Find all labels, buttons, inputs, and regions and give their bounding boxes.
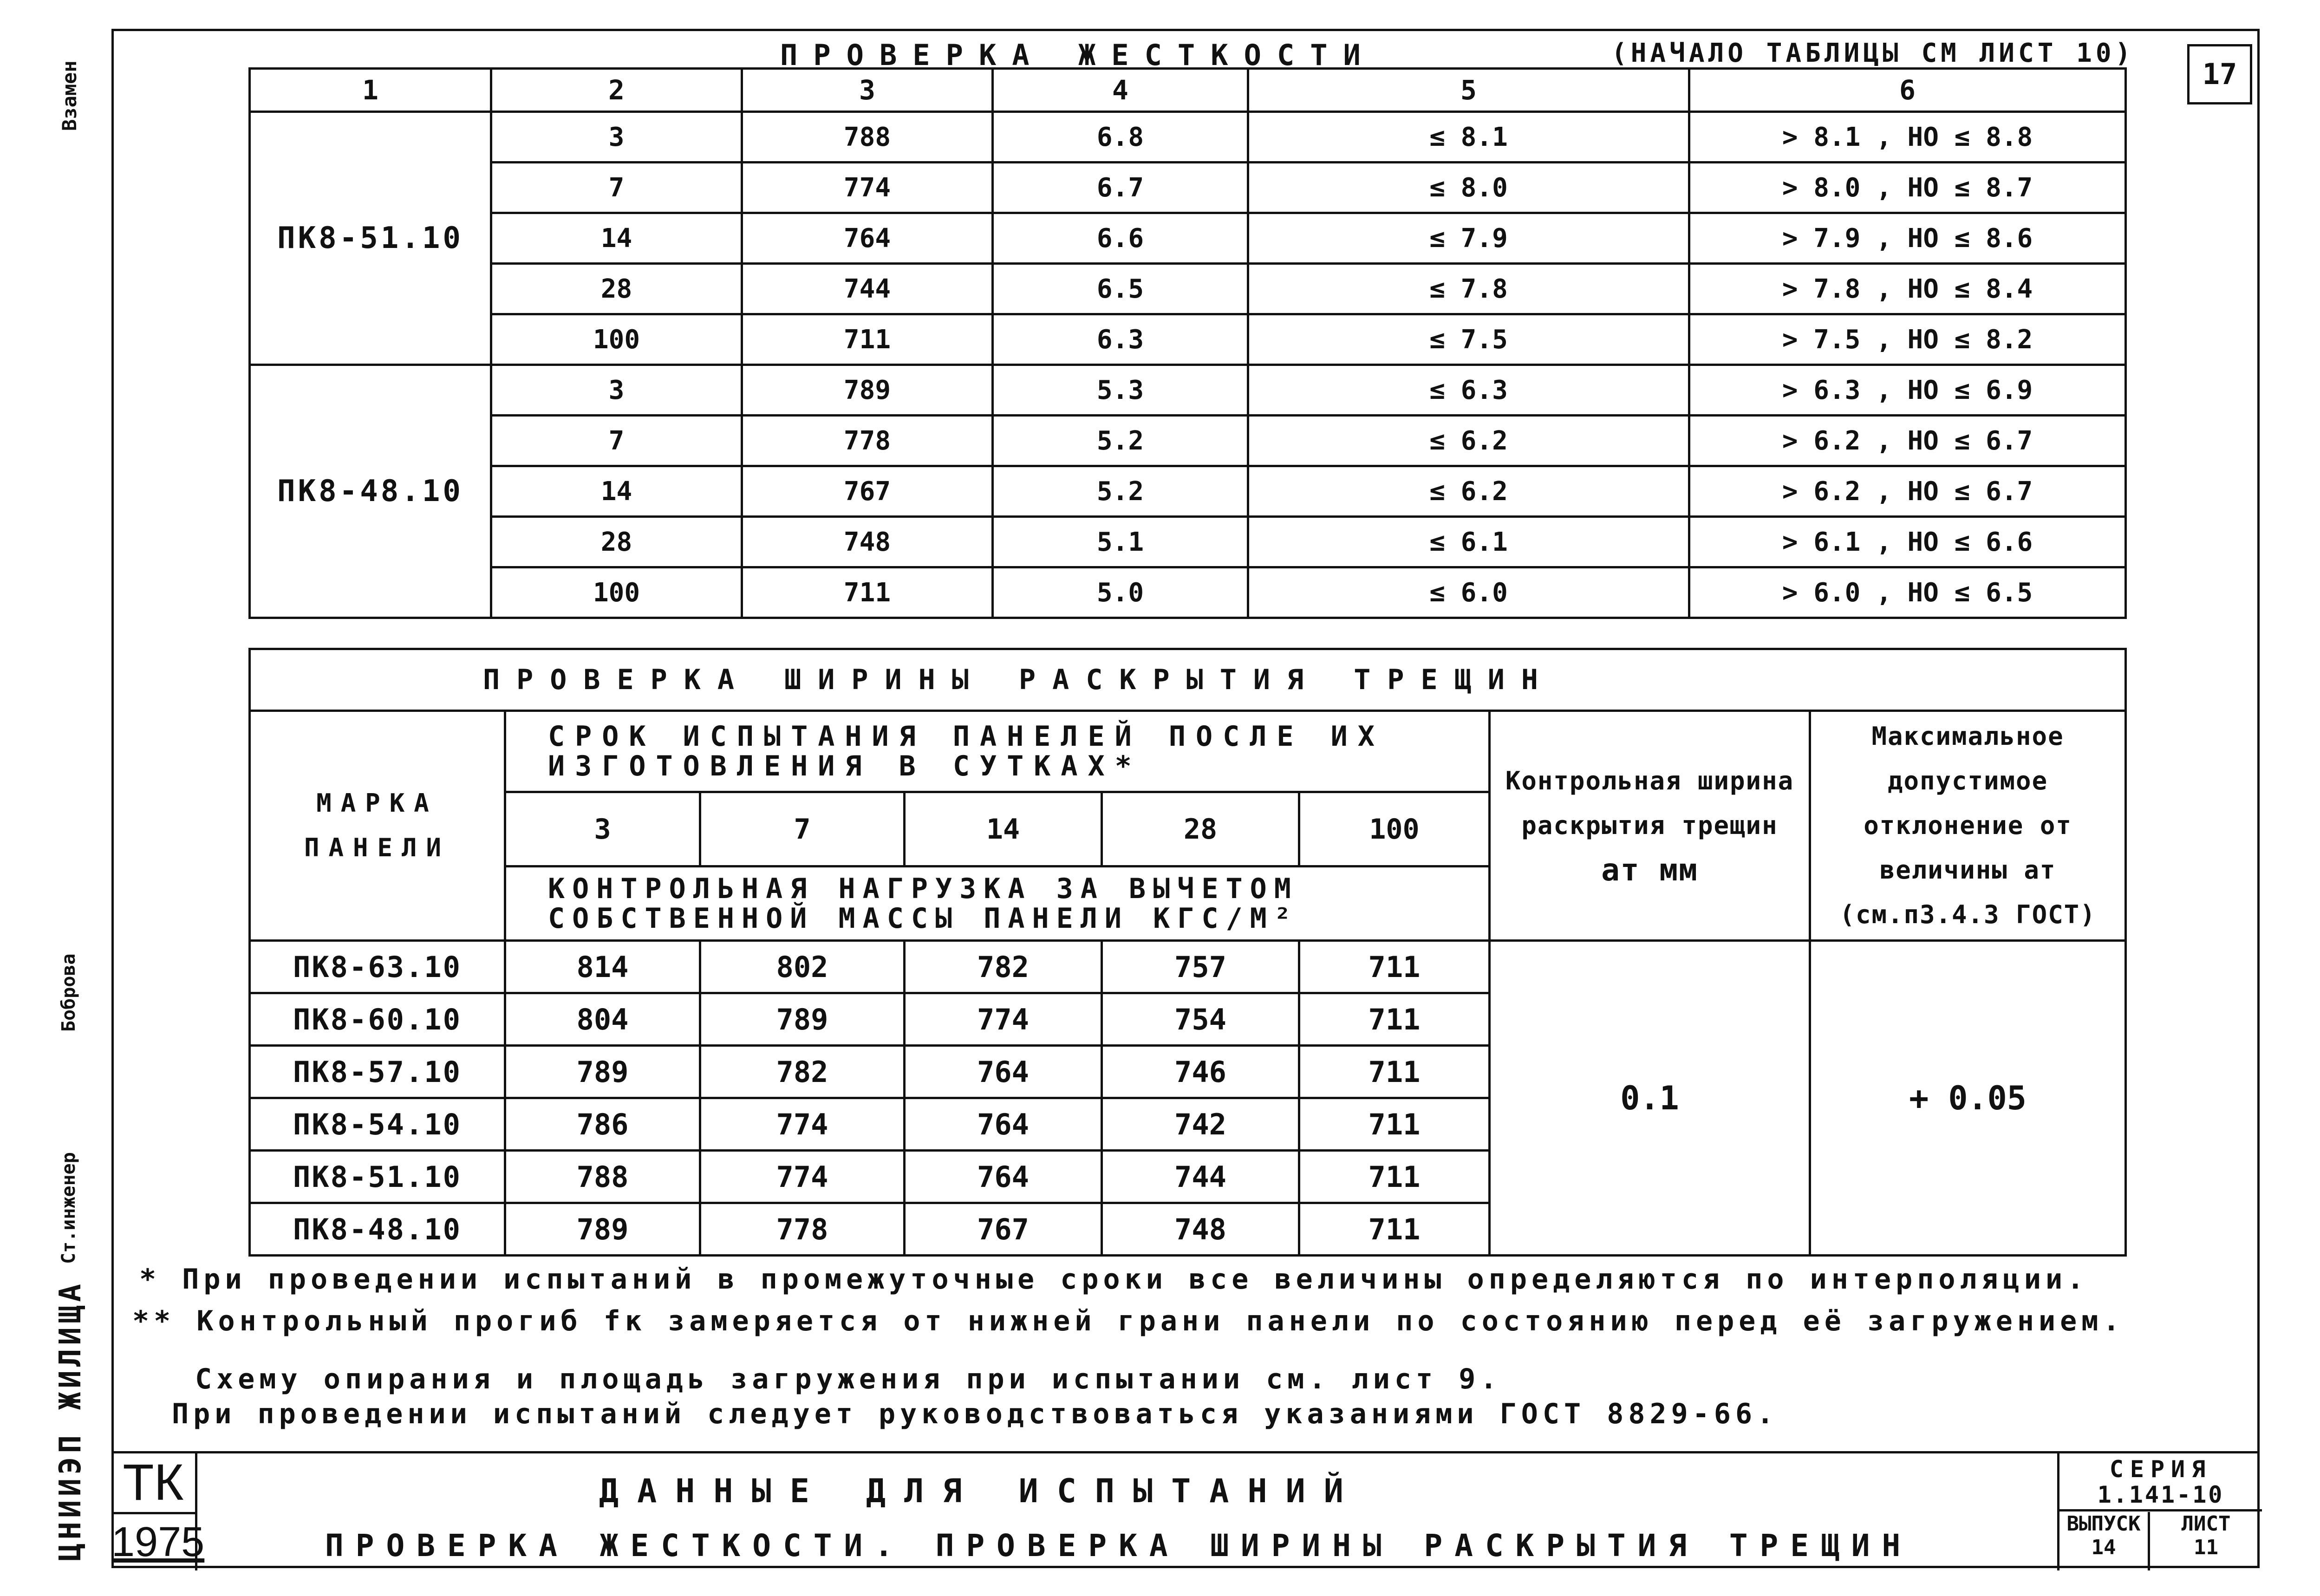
load-cell: 711 <box>1299 1203 1490 1256</box>
load-cell: 711 <box>742 567 993 618</box>
table-row <box>250 517 2126 567</box>
load-cell: 767 <box>742 466 993 517</box>
days-cell: 100 <box>491 314 742 365</box>
load-cell: 789 <box>505 1046 700 1098</box>
load-cell: 774 <box>700 1098 905 1151</box>
load-cell: 782 <box>905 941 1102 993</box>
days-cell: 3 <box>491 365 742 416</box>
stiffness-header-row <box>250 69 2126 112</box>
control-width-header <box>1490 711 1810 941</box>
load-cell: 711 <box>1299 1098 1490 1151</box>
day-header: 7 <box>700 792 905 866</box>
control-width-header-text: Контрольная ширина раскрытия трещин <box>1505 766 1794 840</box>
load-cell: 711 <box>742 314 993 365</box>
col6-cell: > 6.2 , НО ≤ 6.7 <box>1689 416 2126 466</box>
col5-cell: ≤ 7.8 <box>1248 264 1689 314</box>
days-cell: 14 <box>491 466 742 517</box>
table-row <box>250 416 2126 466</box>
year: 1975 <box>111 1519 205 1565</box>
load-cell: 788 <box>742 112 993 163</box>
load-cell: 744 <box>742 264 993 314</box>
series-label: СЕРИЯ <box>2109 1456 2212 1483</box>
panel-mark: ПК8-48.10 <box>250 365 491 618</box>
days-cell: 3 <box>491 112 742 163</box>
col4-cell: 5.2 <box>993 416 1248 466</box>
day-header: 3 <box>505 792 700 866</box>
col6-cell: > 8.1 , НО ≤ 8.8 <box>1689 112 2126 163</box>
load-cell: 748 <box>742 517 993 567</box>
panel-mark: ПК8-48.10 <box>250 1203 505 1256</box>
column-header: 5 <box>1248 69 1689 112</box>
table-row <box>250 112 2126 163</box>
load-cell: 814 <box>505 941 700 993</box>
load-cell: 711 <box>1299 1151 1490 1203</box>
load-cell: 754 <box>1102 993 1299 1046</box>
load-cell: 789 <box>700 993 905 1046</box>
column-header: 2 <box>491 69 742 112</box>
issue-value: 14 <box>2091 1536 2116 1559</box>
panel-mark: ПК8-57.10 <box>250 1046 505 1098</box>
load-cell: 764 <box>742 213 993 264</box>
col5-cell: ≤ 7.9 <box>1248 213 1689 264</box>
col4-cell: 6.7 <box>993 163 1248 213</box>
panel-mark: ПК8-51.10 <box>250 112 491 365</box>
panel-mark: ПК8-54.10 <box>250 1098 505 1151</box>
issue-label: ВЫПУСК <box>2066 1512 2141 1536</box>
mark-header: МАРКА ПАНЕЛИ <box>250 711 505 941</box>
col6-cell: > 6.0 , НО ≤ 6.5 <box>1689 567 2126 618</box>
load-cell: 774 <box>905 993 1102 1046</box>
col6-cell: > 6.1 , НО ≤ 6.6 <box>1689 517 2126 567</box>
col6-cell: > 7.8 , НО ≤ 8.4 <box>1689 264 2126 314</box>
max-deviation-ref: (см.п3.4.3 ГОСТ) <box>1839 900 2096 929</box>
load-cell: 764 <box>905 1098 1102 1151</box>
col6-cell: > 7.9 , НО ≤ 8.6 <box>1689 213 2126 264</box>
load-cell: 757 <box>1102 941 1299 993</box>
days-cell: 14 <box>491 213 742 264</box>
crack-table-title: ПРОВЕРКА ШИРИНЫ РАСКРЫТИЯ ТРЕЩИН <box>250 649 2126 711</box>
control-width-value: 0.1 <box>1490 941 1810 1256</box>
days-cell: 28 <box>491 517 742 567</box>
organization-stamp: ЦНИИЭП ЖИЛИЩА <box>53 1280 88 1561</box>
load-cell: 748 <box>1102 1203 1299 1256</box>
note-gost-reference: При проведении испытаний следует руководствоваться указаниями ГОСТ 8829-66. <box>172 1398 1779 1430</box>
control-width-unit: aт мм <box>1601 852 1698 888</box>
col6-cell: > 6.2 , НО ≤ 6.7 <box>1689 466 2126 517</box>
page-number: 17 <box>2187 44 2252 104</box>
left-stamp-strip <box>44 29 111 1568</box>
day-header: 28 <box>1102 792 1299 866</box>
issue-cell <box>2059 1512 2150 1570</box>
col6-cell: > 7.5 , НО ≤ 8.2 <box>1689 314 2126 365</box>
sheet-label: ЛИСТ <box>2181 1512 2231 1536</box>
col6-cell: > 8.0 , НО ≤ 8.7 <box>1689 163 2126 213</box>
sheet-value: 11 <box>2194 1536 2218 1559</box>
col5-cell: ≤ 8.0 <box>1248 163 1689 213</box>
col5-cell: ≤ 6.2 <box>1248 466 1689 517</box>
series-box <box>2057 1453 2262 1570</box>
panel-mark: ПК8-51.10 <box>250 1151 505 1203</box>
column-header: 4 <box>993 69 1248 112</box>
table-row <box>250 466 2126 517</box>
col5-cell: ≤ 8.1 <box>1248 112 1689 163</box>
load-cell: 786 <box>505 1098 700 1151</box>
side-label-signature-name: Боброва <box>58 953 79 1032</box>
side-label-top: Взамен <box>58 60 81 131</box>
column-header: 3 <box>742 69 993 112</box>
max-deviation-header <box>1810 711 2126 941</box>
day-header: 100 <box>1299 792 1490 866</box>
load-cell: 802 <box>700 941 905 993</box>
col4-cell: 6.3 <box>993 314 1248 365</box>
col5-cell: ≤ 7.5 <box>1248 314 1689 365</box>
col4-cell: 5.3 <box>993 365 1248 416</box>
load-cell: 764 <box>905 1151 1102 1203</box>
load-cell: 742 <box>1102 1098 1299 1151</box>
title-block <box>111 1451 2260 1570</box>
table-row <box>250 213 2126 264</box>
col5-cell: ≤ 6.2 <box>1248 416 1689 466</box>
sheet-title-line1: ДАННЫЕ ДЛЯ ИСПЫТАНИЙ <box>599 1472 1362 1510</box>
col4-cell: 5.2 <box>993 466 1248 517</box>
days-cell: 100 <box>491 567 742 618</box>
sheet-title-line2: ПРОВЕРКА ЖЕСТКОСТИ. ПРОВЕРКА ШИРИНЫ РАСКРЫТИЯ ТРЕЩИН <box>325 1528 1913 1563</box>
load-cell: 711 <box>1299 993 1490 1046</box>
table-row <box>250 567 2126 618</box>
stiffness-table-note: (НАЧАЛО ТАБЛИЦЫ СМ ЛИСТ 10) <box>1611 38 2135 68</box>
side-label-signature-role: Ст.инженер <box>58 1152 79 1264</box>
col4-cell: 6.8 <box>993 112 1248 163</box>
day-header: 14 <box>905 792 1102 866</box>
load-cell: 789 <box>505 1203 700 1256</box>
load-cell: 764 <box>905 1046 1102 1098</box>
table-row <box>250 314 2126 365</box>
period-header: СРОК ИСПЫТАНИЯ ПАНЕЛЕЙ ПОСЛЕ ИХ ИЗГОТОВЛЕНИЯ В СУТКАХ* <box>505 711 1490 792</box>
load-cell: 744 <box>1102 1151 1299 1203</box>
load-cell: 789 <box>742 365 993 416</box>
load-header: КОНТРОЛЬНАЯ НАГРУЗКА ЗА ВЫЧЕТОМ СОБСТВЕННОЙ МАССЫ ПАНЕЛИ КГС/М² <box>505 866 1490 941</box>
stiffness-table-title: ПРОВЕРКА ЖЕСТКОСТИ <box>780 38 1376 72</box>
column-header: 6 <box>1689 69 2126 112</box>
col5-cell: ≤ 6.3 <box>1248 365 1689 416</box>
series-value: 1.141-10 <box>2059 1481 2262 1511</box>
load-cell: 778 <box>742 416 993 466</box>
load-cell: 767 <box>905 1203 1102 1256</box>
load-cell: 788 <box>505 1151 700 1203</box>
table-row <box>250 365 2126 416</box>
load-cell: 804 <box>505 993 700 1046</box>
days-cell: 28 <box>491 264 742 314</box>
footnote-interpolation: * При проведении испытаний в промежуточные сроки все величины определяются по интерполяции. <box>139 1263 2089 1296</box>
crack-width-table <box>248 648 2127 1257</box>
col4-cell: 6.6 <box>993 213 1248 264</box>
load-cell: 746 <box>1102 1046 1299 1098</box>
table-row <box>250 264 2126 314</box>
load-cell: 774 <box>742 163 993 213</box>
table-row <box>250 163 2126 213</box>
col5-cell: ≤ 6.1 <box>1248 517 1689 567</box>
col4-cell: 5.0 <box>993 567 1248 618</box>
stiffness-table <box>248 67 2127 619</box>
table-row <box>250 941 2126 993</box>
load-cell: 711 <box>1299 1046 1490 1098</box>
sheet-cell <box>2150 1512 2262 1570</box>
days-cell: 7 <box>491 163 742 213</box>
footnote-deflection: ** Контрольный прогиб fк замеряется от нижней грани панели по состоянию перед её загружением. <box>132 1305 2124 1337</box>
days-cell: 7 <box>491 416 742 466</box>
note-support-scheme: Схему опирания и площадь загружения при испытании см. лист 9. <box>195 1363 1502 1395</box>
load-cell: 782 <box>700 1046 905 1098</box>
col4-cell: 5.1 <box>993 517 1248 567</box>
panel-mark: ПК8-63.10 <box>250 941 505 993</box>
load-cell: 774 <box>700 1151 905 1203</box>
max-deviation-value: + 0.05 <box>1810 941 2126 1256</box>
strip-divider <box>111 29 113 1568</box>
col5-cell: ≤ 6.0 <box>1248 567 1689 618</box>
col6-cell: > 6.3 , НО ≤ 6.9 <box>1689 365 2126 416</box>
max-deviation-header-text: Максимальное допустимое отклонение от величины aт <box>1864 722 2072 885</box>
column-header: 1 <box>250 69 491 112</box>
col4-cell: 6.5 <box>993 264 1248 314</box>
load-cell: 778 <box>700 1203 905 1256</box>
org-code: ТК <box>111 1453 195 1514</box>
load-cell: 711 <box>1299 941 1490 993</box>
panel-mark: ПК8-60.10 <box>250 993 505 1046</box>
org-year-box <box>111 1453 205 1570</box>
